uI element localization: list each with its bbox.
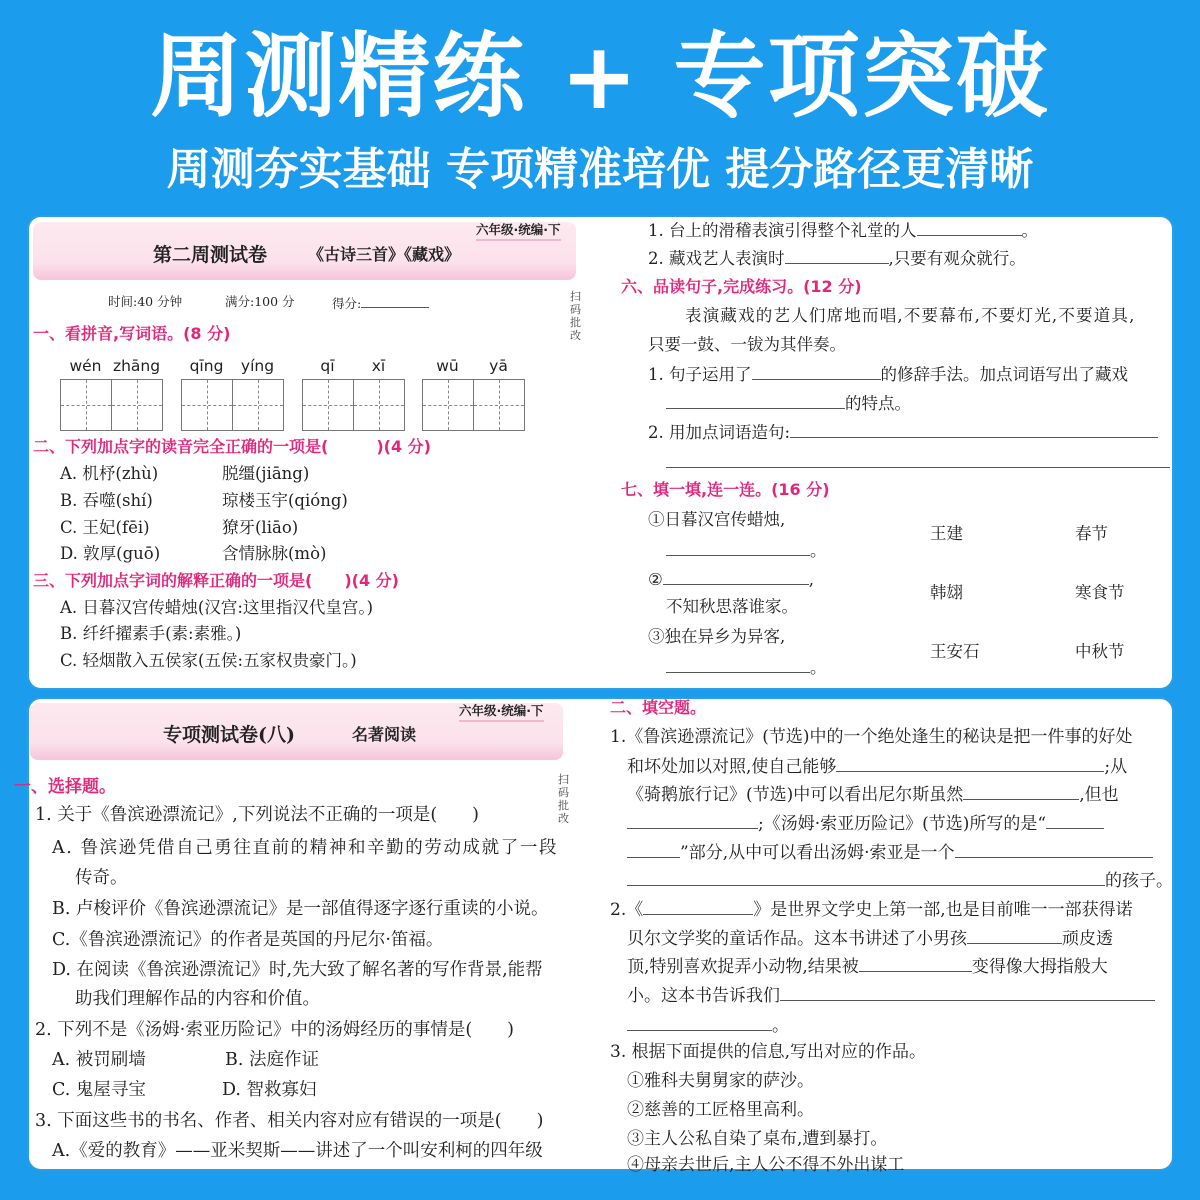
grade-label: 六年级·统编·下 [476, 221, 561, 241]
text: 。 [772, 1016, 789, 1036]
text: 。 [810, 541, 827, 560]
fill-2-line-3 [627, 955, 1108, 978]
text: 的修辞手法。加点词语写出了藏戏 [880, 365, 1128, 384]
option-a: A. 被罚刷墙 [52, 1050, 146, 1070]
fill-1-line-6 [627, 869, 1173, 892]
section-6-heading: 六、品读句子,完成练习。(12 分) [621, 277, 862, 296]
option-a: A.《爱的教育》——亚米契斯——讲述了一个叫安利柯的四年级 [52, 1141, 543, 1161]
festival-3: 中秋节 [1075, 642, 1125, 661]
text: 顽皮透 [1062, 929, 1113, 949]
banner-subtitle: 周测夯实基础 专项精准培优 提分路径更清晰 [166, 144, 1034, 195]
text: 1. 句子运用了 [648, 365, 752, 384]
poem-1: ①日暮汉宫传蜡烛, [648, 510, 786, 529]
answer-blank [627, 869, 1105, 886]
grade-label: 六年级·统编·下 [459, 702, 544, 722]
fill-3-item-2: ②慈善的工匠格里高利。 [627, 1100, 814, 1120]
text: 《骑鹅旅行记》(节选)中可以看出尼尔斯虽然 [627, 785, 964, 805]
fill-2-line-1 [610, 898, 1133, 921]
text: 和坏处加以对照,使自己能够 [627, 757, 837, 777]
answer-blank [627, 812, 758, 829]
fill-3-question: 3. 根据下面提供的信息,写出对应的作品。 [610, 1042, 927, 1062]
text: 的孩子。 [1105, 871, 1173, 891]
text: 2.《 [610, 900, 644, 920]
section-2-heading: 二、下列加点字的读音完全正确的一项是( )(4 分) [33, 437, 431, 456]
pinyin-syllable: qī [320, 357, 335, 375]
fill-1-line-1: 1.《鲁滨逊漂流记》(节选)中的一个绝处逢生的秘诀是把一件事的好处 [610, 727, 1133, 747]
text: ,只要有观众就行。 [888, 249, 1026, 268]
pinyin-syllable: wén [69, 357, 102, 375]
pinyin-syllable: wū [436, 357, 459, 375]
text: ② [648, 570, 663, 589]
poem-3: ③独在异乡为异客, [648, 627, 786, 646]
text: 1. 台上的滑稽表演引得整个礼堂的人 [648, 221, 917, 240]
text: 变得像大拇指般大 [971, 957, 1108, 977]
scan-to-grade-note: 扫码批改 [570, 290, 581, 342]
pinyin-syllable: zhāng [112, 357, 161, 375]
text: ;从 [1104, 757, 1128, 777]
option-b: B. 法庭作证 [225, 1050, 319, 1070]
pinyin-syllable: yā [489, 357, 508, 375]
text: 2. 藏戏艺人表演时 [648, 249, 785, 268]
answer-blank [780, 984, 1155, 1001]
fill-1-line-2 [627, 755, 1127, 778]
option-d: D. 敦厚(guō) [60, 544, 161, 563]
option-c: C. 鬼屋寻宝 [52, 1080, 146, 1100]
text: 。 [1021, 221, 1038, 240]
fill-2-line-5 [627, 1014, 789, 1037]
pinyin-syllable: yíng [240, 357, 275, 375]
option-b: B. 吞噬(shí) [60, 491, 153, 510]
option-d: D. 智救寡妇 [222, 1080, 317, 1100]
fill-3-item-3: ③主人公私自染了桌布,遭到暴打。 [627, 1129, 888, 1149]
page-subtitle: 名著阅读 [352, 725, 417, 744]
fill-1-line-3 [627, 783, 1119, 806]
option-a-2: 脱缰(jiāng) [222, 464, 310, 483]
option-a: A. 机杼(zhù) [60, 464, 159, 483]
fill-2-line-2 [627, 927, 1113, 950]
festival-2: 寒食节 [1075, 583, 1125, 602]
text: 。 [810, 658, 827, 677]
fill-3-item-4: ④母亲去世后,主人公不得不外出谋工 [627, 1155, 905, 1175]
text: , [808, 570, 815, 589]
poet-2: 韩翃 [930, 583, 963, 602]
time-info: 时间:40 分钟 [108, 294, 183, 309]
text: 》是世界文学史上第一部,也是目前唯一一部获得诺 [753, 900, 1133, 920]
question-2: 2. 下列不是《汤姆·索亚历险记》中的汤姆经历的事情是( ) [35, 1020, 514, 1040]
option-a-cont: 传奇。 [75, 868, 128, 888]
section-1-heading: 一、看拼音,写词语。(8 分) [33, 324, 231, 343]
text: 顶,特别喜欢捉弄小动物,结果被 [627, 957, 859, 977]
poet-3: 王安石 [930, 642, 980, 661]
text: 的特点。 [845, 394, 911, 413]
option-a: A. 日暮汉宫传蜡烛(汉宫:这里指汉代皇宫。) [60, 598, 374, 617]
festival-1: 春节 [1075, 524, 1108, 543]
option-d: D. 在阅读《鲁滨逊漂流记》时,先大致了解名著的写作背景,能帮 [52, 960, 543, 980]
section-2-heading: 二、填空题。 [610, 698, 707, 717]
answer-blank [967, 927, 1062, 944]
answer-blank [627, 1014, 772, 1031]
page-subtitle: 《古诗三首》《藏戏》 [308, 245, 461, 264]
pinyin-syllable: qīng [189, 357, 224, 375]
banner-title: 周测精练 + 专项突破 [150, 23, 1050, 130]
full-score-info: 满分:100 分 [225, 294, 295, 309]
option-d-2: 含情脉脉(mò) [222, 544, 327, 563]
answer-blank [955, 841, 1153, 858]
option-c: C. 王妃(fēi) [60, 518, 150, 537]
poem-2-line: 不知秋思落谁家。 [666, 597, 798, 616]
question-3: 3. 下面这些书的书名、作者、相关内容对应有错误的一项是( ) [35, 1111, 544, 1131]
section-7-heading: 七、填一填,连一连。(16 分) [621, 480, 830, 499]
page-title: 专项测试卷(八) [163, 724, 295, 746]
answer-blank [859, 955, 972, 972]
option-b: B. 纤纤擢素手(素:素雅。) [60, 624, 242, 643]
fill-1-line-4 [627, 812, 1104, 835]
page-title: 第二周测试卷 [153, 244, 268, 266]
fill-1-line-5 [627, 841, 1153, 864]
answer-blank [627, 841, 680, 858]
text: 2. 用加点词语造句: [648, 423, 791, 442]
passage-line-2: 只要一鼓、一钹为其伴奏。 [648, 335, 846, 354]
option-c: C. 轻烟散入五侯家(五侯:五家权贵豪门。) [60, 651, 357, 670]
option-c-2: 獠牙(liāo) [222, 518, 299, 537]
text: ,但也 [1079, 785, 1119, 805]
section-3-heading: 三、下列加点字词的解释正确的一项是( )(4 分) [33, 571, 399, 590]
passage-line-1: 表演藏戏的艺人们席地而唱,不要幕布,不要灯光,不要道具, [685, 306, 1136, 325]
pinyin-syllable: xī [371, 357, 386, 375]
special-test-page [14, 697, 1174, 1175]
text: ;《汤姆·索亚历险记》(节选)所写的是“ [758, 814, 1047, 834]
fill-3-item-1: ①雅科夫舅舅家的萨沙。 [627, 1071, 814, 1091]
scan-to-grade-note: 扫码批改 [558, 773, 569, 825]
option-b: B. 卢梭评价《鲁滨逊漂流记》是一部值得逐字逐行重读的小说。 [52, 899, 549, 919]
score-label: 得分: [332, 296, 362, 311]
answer-blank [1046, 812, 1104, 829]
option-a: A. 鲁滨逊凭借自己勇往直前的精神和辛勤的劳动成就了一段 [52, 838, 559, 858]
text: ”部分,从中可以看出汤姆·索亚是一个 [680, 843, 955, 863]
answer-blank [836, 755, 1104, 772]
text: 小。这本书告诉我们 [627, 986, 780, 1006]
fill-2-line-4 [627, 984, 1155, 1007]
section-1-heading: 一、选择题。 [14, 777, 116, 797]
poet-1: 王建 [930, 524, 963, 543]
text: 贝尔文学奖的童话作品。这本书讲述了小男孩 [627, 929, 967, 949]
answer-blank [963, 783, 1079, 800]
question-1: 1. 关于《鲁滨逊漂流记》,下列说法不正确的一项是( ) [35, 805, 479, 825]
option-c: C.《鲁滨逊漂流记》的作者是英国的丹尼尔·笛福。 [52, 930, 444, 950]
option-b-2: 琼楼玉宇(qióng) [222, 491, 348, 510]
option-d-cont: 助我们理解作品的内容和价值。 [75, 989, 320, 1009]
answer-blank [643, 898, 753, 915]
